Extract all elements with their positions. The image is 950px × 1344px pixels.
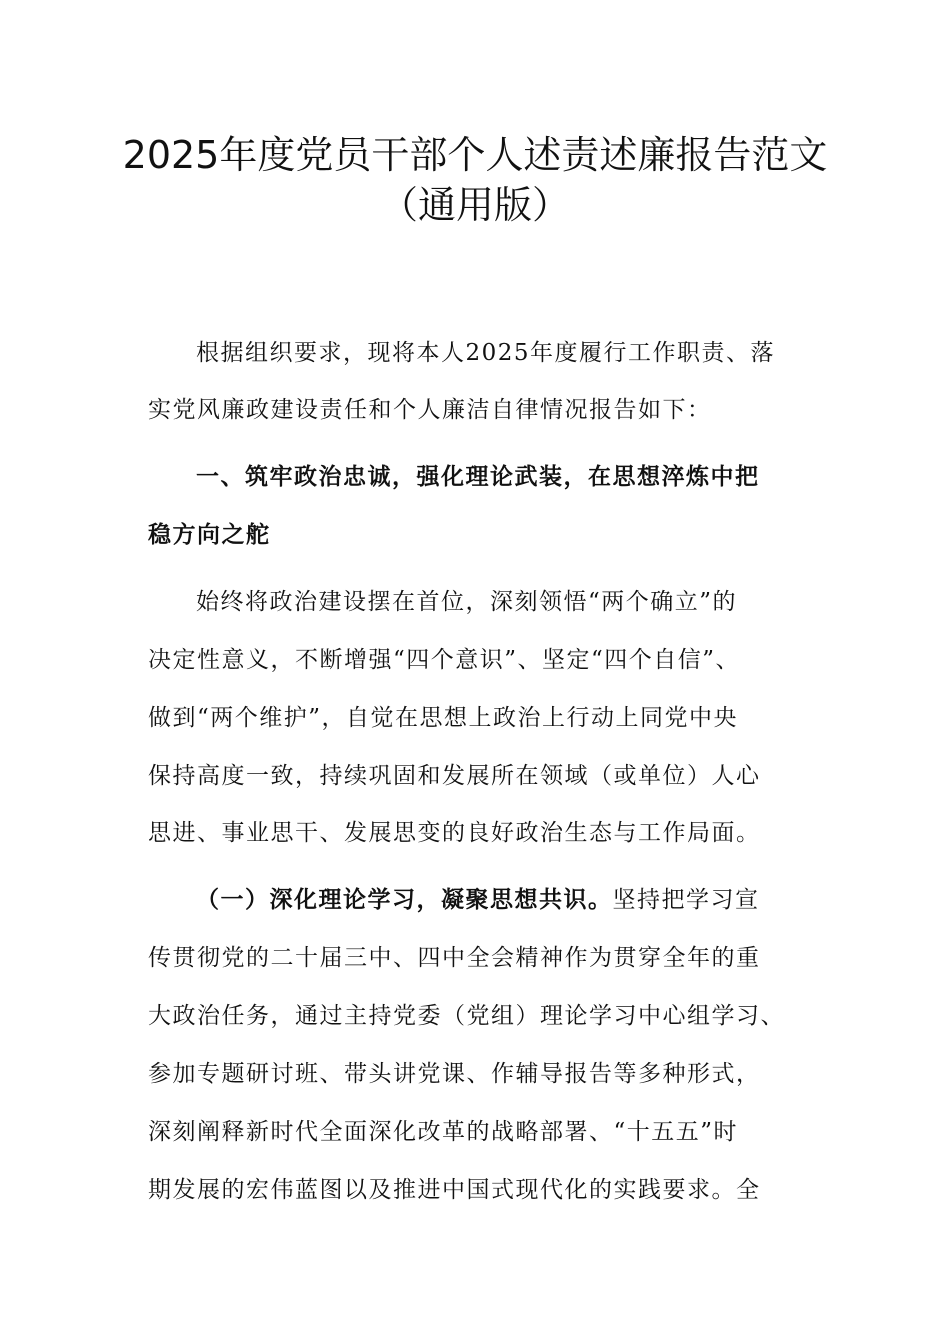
paragraph-line: 根据组织要求，现将本人2025年度履行工作职责、落 — [196, 340, 776, 366]
paragraph-line: 思进、事业思干、发展思变的良好政治生态与工作局面。 — [148, 820, 761, 846]
paragraph-line: 做到“两个维护”，自觉在思想上政治上行动上同党中央 — [148, 705, 739, 731]
paragraph-line: 期发展的宏伟蓝图以及推进中国式现代化的实践要求。全 — [148, 1177, 761, 1203]
paragraph-line: 始终将政治建设摆在首位，深刻领悟“两个确立”的 — [196, 589, 738, 615]
paragraph-line: 参加专题研讨班、带头讲党课、作辅导报告等多种形式， — [148, 1061, 761, 1087]
paragraph-line: 保持高度一致，持续巩固和发展所在领域（或单位）人心 — [148, 763, 761, 789]
document-subtitle: （通用版） — [379, 183, 570, 227]
subsection-line — [196, 885, 856, 915]
subsection-text: 坚持把学习宣 — [612, 887, 760, 913]
paragraph-line: 大政治任务，通过主持党委（党组）理论学习中心组学习、 — [148, 1003, 785, 1029]
section-heading: 稳方向之舵 — [148, 521, 271, 548]
paragraph-line: 深刻阐释新时代全面深化改革的战略部署、“十五五”时 — [148, 1119, 739, 1145]
subsection-heading: （一）深化理论学习，凝聚思想共识。 — [196, 886, 613, 913]
paragraph-line: 决定性意义，不断增强“四个意识”、坚定“四个自信”、 — [148, 647, 741, 673]
document-title: 2025年度党员干部个人述责述廉报告范文 — [122, 133, 828, 177]
section-heading: 一、筑牢政治忠诚，强化理论武装，在思想淬炼中把 — [196, 463, 760, 490]
paragraph-line: 实党风廉政建设责任和个人廉洁自律情况报告如下： — [148, 397, 712, 423]
paragraph-line: 传贯彻党的二十届三中、四中全会精神作为贯穿全年的重 — [148, 945, 761, 971]
